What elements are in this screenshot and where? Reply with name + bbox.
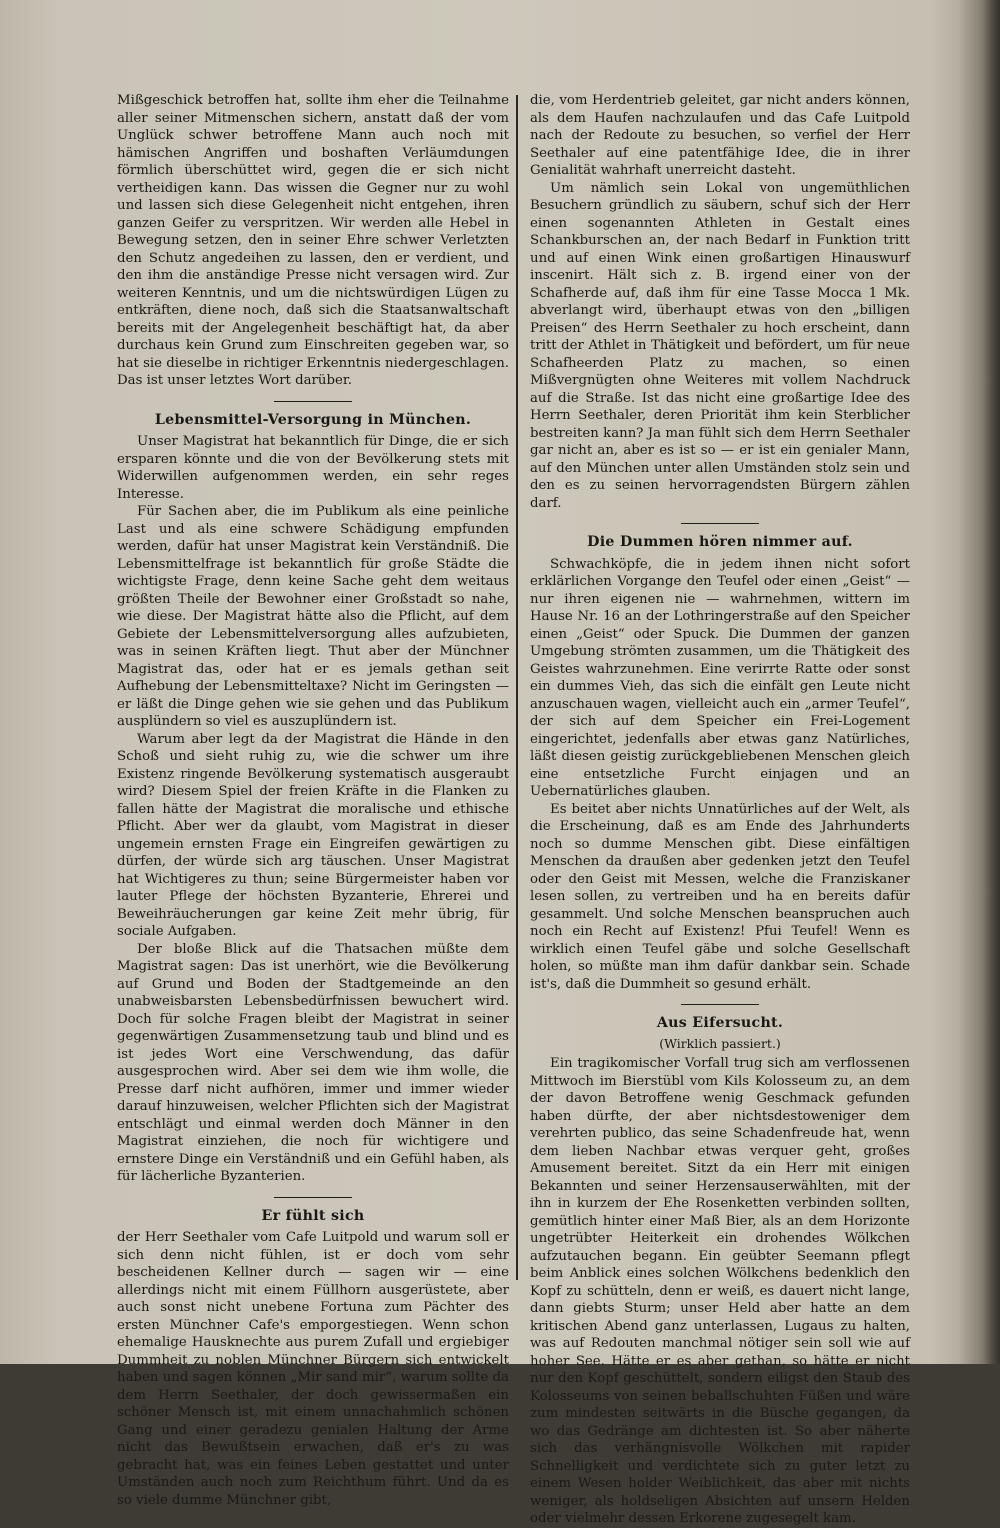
page-edge-shadow [958, 0, 1000, 1364]
right-column [530, 92, 910, 1528]
article-jealousy-paragraph: Ein tragikomischer Vorfall trug sich am verflossenen Mittwoch im Bierstübl vom Kils Kolosseum zu, an dem der davon Betroffene wenig Geschmack gefunden haben dürfte, der aber nichtsdestoweniger dem verehrten publico, das seine Schadenfreude hat, wenn dem lieben Nachbar etwas verquer geht, großes Amusement bereitet. Sitzt da ein Herr mit einigen Bekannten und seiner Herzensauserwählten, mit der ihn in kurzem der Ehe Rosenketten verbinden sollten, gemütlich hinter einer Maß Bier, als an dem Horizonte ungetrübter Heiterkeit ein drohendes Wölkchen aufzutauchen begann. Ein geübter Seemann pflegt beim Anblick eines solchen Wölkchens bedenklich den Kopf zu schütteln, denn er weiß, es dauert nicht lange, dann giebts Sturm; unser Held aber hatte an dem kritischen Abend ganz unterlassen, Lugaus zu halten, was auf Redouten manchmal nötiger sein soll wie auf hoher See. Hätte er es aber gethan, so hätte er nicht nur den Kopf geschüttelt, sondern eiligst den Staub des Kolosseums von seinen beballschuhten Füßen und wäre zum mindesten seitwärts in die Büsche gegangen, da wo das Gedränge am dichtesten ist. So aber näherte sich das verhängnisvolle Wölkchen mit rapider Schnelligkeit und verdichtete sich zu guter letzt zu einem Wesen holder Weiblichkeit, das aber mit nichts weniger, als holdseligen Absichten auf unsern Helden oder vielmehr dessen Erkorene zugesegelt kam. [530, 1056, 910, 1526]
section-separator [274, 401, 352, 402]
article-dumb-paragraph: Es beitet aber nichts Unnatürliches auf der Welt, als die Erscheinung, daß es am Ende des Jahrhunderts noch so dumme Menschen gibt. Diese einfältigen Menschen da draußen aber gedenken jetzt den Teufel oder den Geist mit Messen, welche die Franziskaner lesen sollen, zu vertreiben und ha en bereits dafür gesammelt. Und solche Menschen beanspruchen auch noch ein Recht auf Existenz! Pfui Teufel! Wenn es wirklich einen Teufel gäbe und solche Gesellschaft holen, so müßte man ihm dafür dankbar sein. Schade ist's, daß die Dummheit so gesund erhält. [530, 801, 910, 992]
section-separator [681, 1004, 759, 1005]
section-separator [274, 1197, 352, 1198]
article-jealousy-title: Aus Eifersucht. [656, 1015, 784, 1031]
article-food-paragraph: Der bloße Blick auf die Thatsachen müßte dem Magistrat sagen: Das ist unerhört, wie die Bevölkerung auf Grund und Boden der Stadtgemeinde an den unabweisbarsten Lebensbedürfnissen bewuchert wird. Doch für solche Fragen bleibt der Magistrat in seiner gegenwärtigen Zusammensetzung taub und blind und es ist jedes Wort eine Verschwendung, das dafür ausgesprochen wird. Aber sei dem wie ihm wolle, die Presse darf nicht aufhören, immer und immer wieder darauf hinzuweisen, welcher Pflichten sich der Magistrat entschlägt und einmal werden doch Männer in den Magistrat einziehen, die noch für wichtigere und ernstere Dinge ein Verständniß und ein Gefühl haben, als für lächerliche Byzanterien. [117, 941, 509, 1184]
article-dumb-title: Die Dummen hören nimmer auf. [587, 534, 853, 550]
article-food-title: Lebensmittel-Versorgung in München. [154, 411, 472, 428]
article-jealousy-subtitle: (Wirklich passiert.) [659, 1035, 781, 1051]
article-food-paragraph: Unser Magistrat hat bekanntlich für Dinge, die er sich ersparen könnte und die von der Bevölkerung stets mit Widerwillen aufgenommen werden, ein sehr reges Interesse. [117, 434, 509, 502]
article-feels-paragraph: der Herr Seethaler vom Cafe Luitpold und warum soll er sich denn nicht fühlen, ist er doch vom sehr bescheidenen Kellner durch — sagen wir — eine allerdings nicht mit einem Füllhorn ausgerüstete, aber auch sonst nicht unebene Fortuna zum Pächter des ersten Münchner Cafe's emporgestiegen. Wenn schon ehemalige Hausknechte aus purem Zufall und ergiebiger Dummheit zu noblen Münchner Bürgern sich entwickelt haben und sagen können „Mir sand mir“, warum sollte da dem Herrn Seethaler, der doch gewissermaßen ein schöner Mensch ist, mit einem unnachahmlich schönen Gang und einer geradezu genialen Haltung der Arme nicht das Bewußtsein erwachen, daß er's zu was gebracht hat, was ein feines Leben gestattet und unter Umständen auch noch zum Reichthum führt. Und da es so viele dumme Münchner gibt, [117, 1230, 509, 1508]
continuation-paragraph: Um nämlich sein Lokal von ungemüthlichen Besuchern gründlich zu säubern, schuf sich der Herr einen sogenannten Athleten in Gestalt eines Schankburschen an, der nach Bedarf in Funktion tritt und auf einen Wink einen großartigen Hinauswurf inscenirt. Hält sich z. B. irgend einer von der Schafherde auf, daß ihm für eine Tasse Mocca 1 Mk. abverlangt wird, überhaupt etwas von den „billigen Preisen“ des Herrn Seethaler zu hoch erscheint, dann tritt der Athlet in Thätigkeit und befördert, um für neue Schafheerden Platz zu machen, so einen Mißvergnügten ohne Weiteres mit vollem Nachdruck auf die Straße. Ist das nicht eine großartige Idee des Herrn Seethaler, deren Priorität ihm kein Sterblicher bestreiten kann? Ja man fühlt sich dem Herrn Seethaler gar nicht an, aber es ist so — er ist ein genialer Mann, auf den München unter allen Umständen stolz sein und den es zu seinen hervorragendsten Bürgern zählen darf. [530, 180, 910, 511]
column-divider [516, 95, 518, 1280]
article-food-paragraph: Für Sachen aber, die im Publikum als eine peinliche Last und als eine schwere Schädigung empfunden werden, dafür hat unser Magistrat kein Verständniß. Die Lebensmittelfrage ist bekanntlich für große Städte die wichtigste Frage, denn keine Sache geht dem weitaus größten Theile der Bewohner einer Großstadt so nahe, wie diese. Der Magistrat hätte also die Pflicht, auf dem Gebiete der Lebensmittelversorgung alles aufzubieten, was in seinen Kräften liegt. Thut aber der Münchner Magistrat das, oder hat er es jemals gethan seit Aufhebung der Lebensmitteltaxe? Nicht im Geringsten — er läßt die Dinge gehen wie sie gehen und das Publikum ausplündern so viel es auszuplündern ist. [117, 504, 509, 729]
intro-paragraph: Mißgeschick betroffen hat, sollte ihm eher die Teilnahme aller seiner Mitmenschen sichern, anstatt daß der vom Unglück schwer betroffene Mann auch noch mit hämischen Angriffen und boshaften Verläumdungen förmlich überschüttet wird, gegen die er sich nicht vertheidigen kann. Das wissen die Gegner nur zu wohl und lassen sich diese Gelegenheit nicht entgehen, ihren ganzen Geifer zu verspritzen. Wir werden alle Hebel in Bewegung setzen, den in seiner Ehre schwer Verletzten den Schutz angedeihen zu lassen, den er verdient, und den ihm die anständige Presse nicht versagen wird. Zur weiteren Kenntnis, und um die nichtswürdigen Lügen zu entkräften, diene noch, daß sich die Staatsanwaltschaft bereits mit der Angelegenheit beschäftigt hat, da aber durchaus kein Grund zum Einschreiten gegeben war, so hat sie dieselbe in richtiger Erkenntnis niedergeschlagen. Das ist unser letztes Wort darüber. [117, 93, 509, 388]
article-feels-title: Er fühlt sich [261, 1207, 365, 1224]
article-food-paragraph: Warum aber legt da der Magistrat die Hände in den Schoß und sieht ruhig zu, wie die schwer um ihre Existenz ringende Bevölkerung systematisch ausgeraubt wird? Diesem Spiel der freien Kräfte in die Flanken zu fallen hätte der Magistrat die moralische und ethische Pflicht. Aber wer da glaubt, vom Magistrat in dieser ungemein ernsten Frage ein Eingreifen gewärtigen zu dürfen, der würde sich arg täuschen. Unser Magistrat hat Wichtigeres zu thun; seine Bürgermeister haben vor lauter Pflege der höchsten Byzanterie, Ehrerei und Beweihräucherungen gar keine Zeit mehr übrig, für sociale Aufgaben. [117, 731, 509, 939]
section-separator [681, 523, 759, 524]
continuation-paragraph: die, vom Herdentrieb geleitet, gar nicht anders können, als dem Haufen nachzulaufen und das Cafe Luitpold nach der Redoute zu besuchen, so verfiel der Herr Seethaler auf eine patentfähige Idee, die in ihrer Genialität wahrhaft unerreicht dasteht. [530, 93, 910, 178]
left-column [117, 92, 509, 1509]
article-dumb-paragraph: Schwachköpfe, die in jedem ihnen nicht sofort erklärlichen Vorgange den Teufel oder einen „Geist“ — nur ihren eigenen nie — wahrnehmen, wittern im Hause Nr. 16 an der Lothringerstraße auf den Speicher einen „Geist“ oder Spuck. Die Dummen der ganzen Umgebung strömten zusammen, um die Thätigkeit des Geistes wahrzunehmen. Eine verirrte Ratte oder sonst ein dummes Vieh, das sich die einfält gen Leute nicht anzuschauen wagen, vielleicht auch ein „armer Teufel“, der sich auf dem Speicher ein Frei-Logement eingerichtet, jedenfalls aber etwas ganz Natürliches, läßt diesen geistig zurückgebliebenen Menschen gleich eine entsetzliche Furcht einjagen und an Uebernatürliches glauben. [530, 556, 910, 799]
